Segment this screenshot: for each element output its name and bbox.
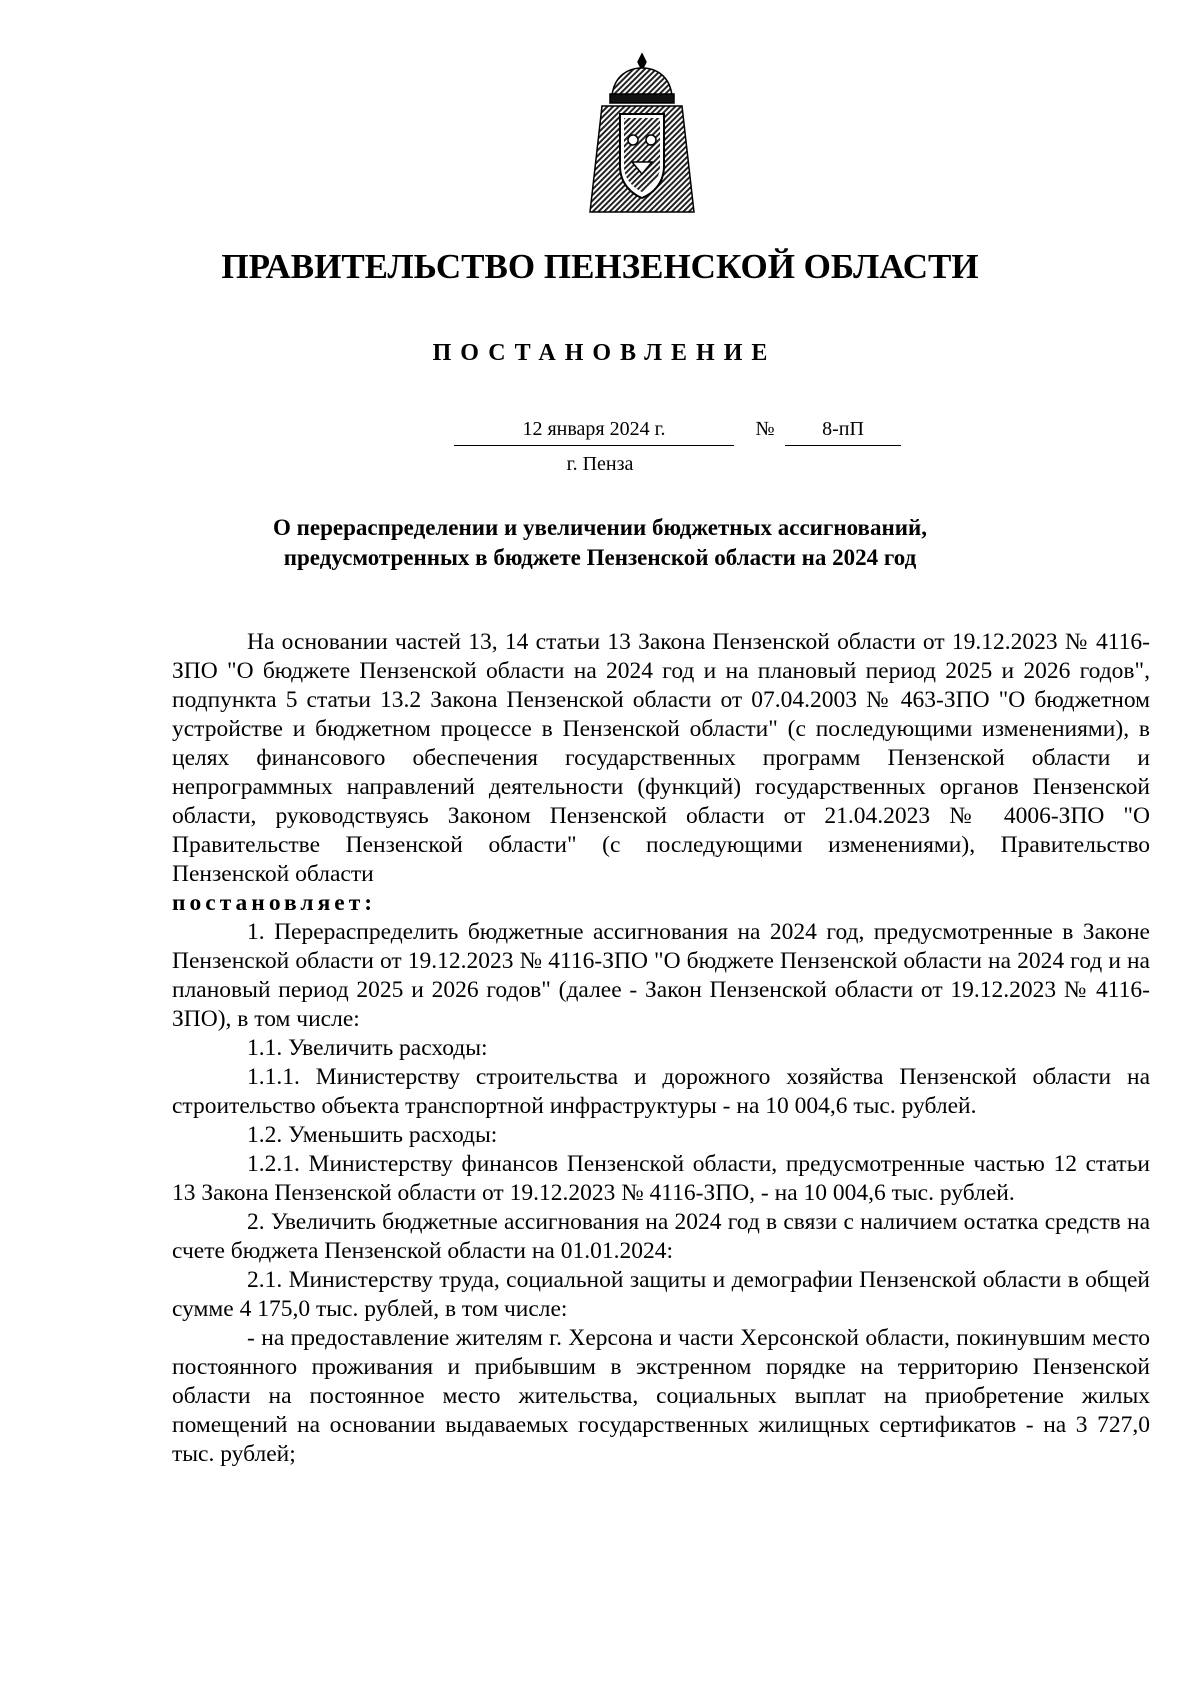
government-title: ПРАВИТЕЛЬСТВО ПЕНЗЕНСКОЙ ОБЛАСТИ <box>221 247 979 286</box>
document-body <box>172 628 1150 1469</box>
paragraph-1-1-1: 1.1.1. Министерству строительства и дорожного хозяйства Пензенской области на строительство объекта транспортной инфраструктуры - на 10 004,6 тыс. рублей. <box>172 1064 1150 1119</box>
preamble-paragraph: На основании частей 13, 14 статьи 13 Закона Пензенской области от 19.12.2023 № 4116-ЗПО "О бюджете Пензенской области на 2024 год и на плановый период 2025 и 2026 годов", подпункта 5 статьи 13.2 Закона Пензенской области от 07.04.2003 № 463-ЗПО "О бюджетном устройстве и бюджетном процессе в Пензенской области" (с последующими изменениями), в целях финансового обеспечения государственных программ Пензенской области и непрограммных направлений деятельности (функций) государственных органов Пензенской области, руководствуясь Законом Пензенской области от 21.04.2023 № 4006-ЗПО "О Правительстве Пензенской области" (с последующими изменениями), Правительство Пензенской области <box>172 629 1150 887</box>
document-type: ПОСТАНОВЛЕНИЕ <box>432 340 777 366</box>
number-sign: № <box>755 418 775 440</box>
paragraph-2-1-item: - на предоставление жителям г. Херсона и части Херсонской области, покинувшим место постоянного проживания и прибывшим в экстренном порядке на территорию Пензенской области на постоянное место жительства, социальных выплат на приобретение жилых помещений на основании выдаваемых государственных жилищных сертификатов - на 3 727,0 тыс. рублей; <box>172 1325 1150 1467</box>
paragraph-2-1: 2.1. Министерству труда, социальной защиты и демографии Пензенской области в общей сумме 4 175,0 тыс. рублей, в том числе: <box>172 1267 1150 1322</box>
paragraph-1-1: 1.1. Увеличить расходы: <box>247 1035 488 1061</box>
document-city: г. Пенза <box>566 453 634 475</box>
document-subject <box>0 513 1200 573</box>
document-number: 8-пП <box>785 415 901 446</box>
paragraph-1: 1. Перераспределить бюджетные ассигнования на 2024 год, предусмотренные в Законе Пензенской области от 19.12.2023 № 4116-ЗПО "О бюджете Пензенской области на 2024 год и на плановый период 2025 и 2026 годов" (далее - Закон Пензенской области от 19.12.2023 № 4116-ЗПО), в том числе: <box>172 919 1150 1032</box>
paragraph-1-2-1: 1.2.1. Министерству финансов Пензенской области, предусмотренные частью 12 статьи 13 Закона Пензенской области от 19.12.2023 № 4116-ЗПО, - на 10 004,6 тыс. рублей. <box>172 1151 1150 1206</box>
paragraph-1-2: 1.2. Уменьшить расходы: <box>247 1122 498 1148</box>
coat-of-arms-icon <box>572 50 712 218</box>
subject-line-1: О перераспределении и увеличении бюджетных ассигнований, <box>273 515 927 540</box>
subject-line-2: предусмотренных в бюджете Пензенской области на 2024 год <box>283 545 917 570</box>
paragraph-2: 2. Увеличить бюджетные ассигнования на 2024 год в связи с наличием остатка средств на счете бюджета Пензенской области на 01.01.2024: <box>172 1209 1150 1264</box>
document-date: 12 января 2024 г. <box>454 415 734 446</box>
decree-word: постановляет: <box>172 890 377 916</box>
